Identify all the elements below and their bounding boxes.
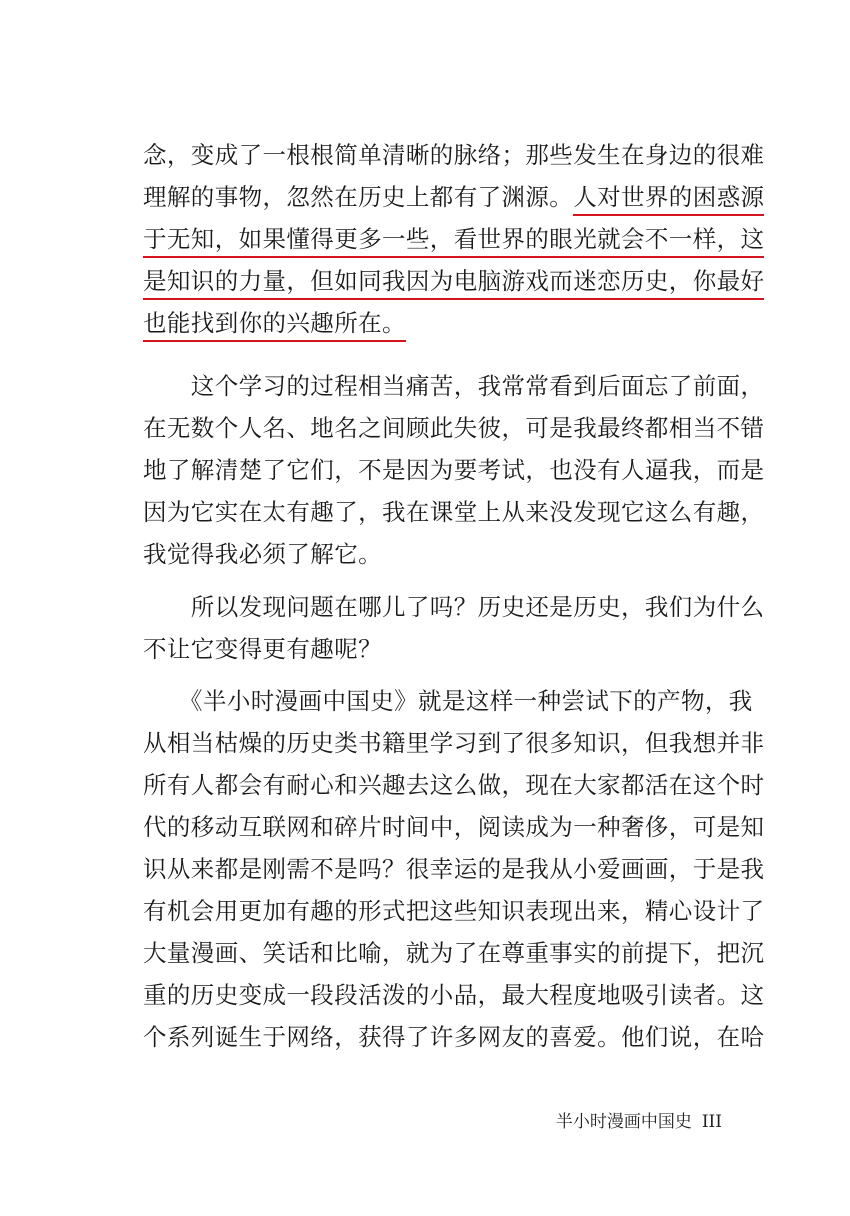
line-text: 不让它变得更有趣呢？	[143, 635, 382, 663]
text-line	[143, 455, 765, 485]
page-number: III	[701, 1112, 722, 1132]
underlined-text: 于无知，如果懂得更多一些，看世界的眼光就会不一样，这	[143, 225, 764, 258]
text-line	[143, 854, 765, 884]
text-line	[143, 938, 765, 968]
line-text: 从相当枯燥的历史类书籍里学习到了很多知识，但我想并非	[143, 729, 765, 757]
underlined-text: 人对世界的困惑源	[573, 183, 764, 216]
line-text: 地了解清楚了它们，不是因为要考试，也没有人逼我，而是	[143, 456, 765, 484]
page-footer	[556, 1111, 722, 1133]
line-text: 理解的事物，忽然在历史上都有了渊源。	[143, 183, 574, 211]
text-line	[143, 896, 765, 926]
text-line	[143, 728, 765, 758]
line-text: 个系列诞生于网络，获得了许多网友的喜爱。他们说，在哈	[143, 1023, 765, 1051]
text-line	[143, 497, 765, 527]
line-text: 识从来都是刚需不是吗？很幸运的是我从小爱画画，于是我	[143, 855, 765, 883]
line-text: 代的移动互联网和碎片时间中，阅读成为一种奢侈，可是知	[143, 813, 765, 841]
line-text: 《半小时漫画中国史》就是这样一种尝试下的产物，我	[143, 687, 753, 715]
text-line	[143, 308, 723, 338]
line-text: 重的历史变成一段段活泼的小品，最大程度地吸引读者。这	[143, 981, 765, 1009]
text-line	[143, 686, 753, 716]
text-line	[143, 182, 765, 212]
line-text: 这个学习的过程相当痛苦，我常常看到后面忘了前面，	[143, 372, 765, 400]
line-text: 我觉得我必须了解它。	[143, 540, 382, 568]
text-line	[143, 812, 765, 842]
text-line	[143, 980, 765, 1010]
text-line	[143, 770, 765, 800]
text-line	[143, 634, 723, 664]
line-text: 大量漫画、笑话和比喻，就为了在尊重事实的前提下，把沉	[143, 939, 765, 967]
line-text: 所有人都会有耐心和兴趣去这么做，现在大家都活在这个时	[143, 771, 765, 799]
line-text: 因为它实在太有趣了，我在课堂上从来没发现它这么有趣，	[143, 498, 765, 526]
text-line	[143, 266, 765, 296]
text-line	[143, 413, 765, 443]
line-text: 所以发现问题在哪儿了吗？历史还是历史，我们为什么	[143, 593, 765, 621]
text-line	[143, 1022, 765, 1052]
line-text: 在无数个人名、地名之间顾此失彼，可是我最终都相当不错	[143, 414, 765, 442]
underlined-text: 是知识的力量，但如同我因为电脑游戏而迷恋历史，你最好	[143, 267, 764, 300]
line-text: 有机会用更加有趣的形式把这些知识表现出来，精心设计了	[143, 897, 765, 925]
text-line	[143, 371, 765, 401]
line-text: 念，变成了一根根简单清晰的脉络；那些发生在身边的很难	[143, 141, 765, 169]
underlined-text: 也能找到你的兴趣所在。	[143, 309, 406, 342]
text-line	[143, 140, 765, 170]
text-line	[143, 224, 765, 254]
footer-book-title: 半小时漫画中国史	[555, 1112, 692, 1132]
text-line	[143, 592, 765, 622]
text-line	[143, 539, 723, 569]
